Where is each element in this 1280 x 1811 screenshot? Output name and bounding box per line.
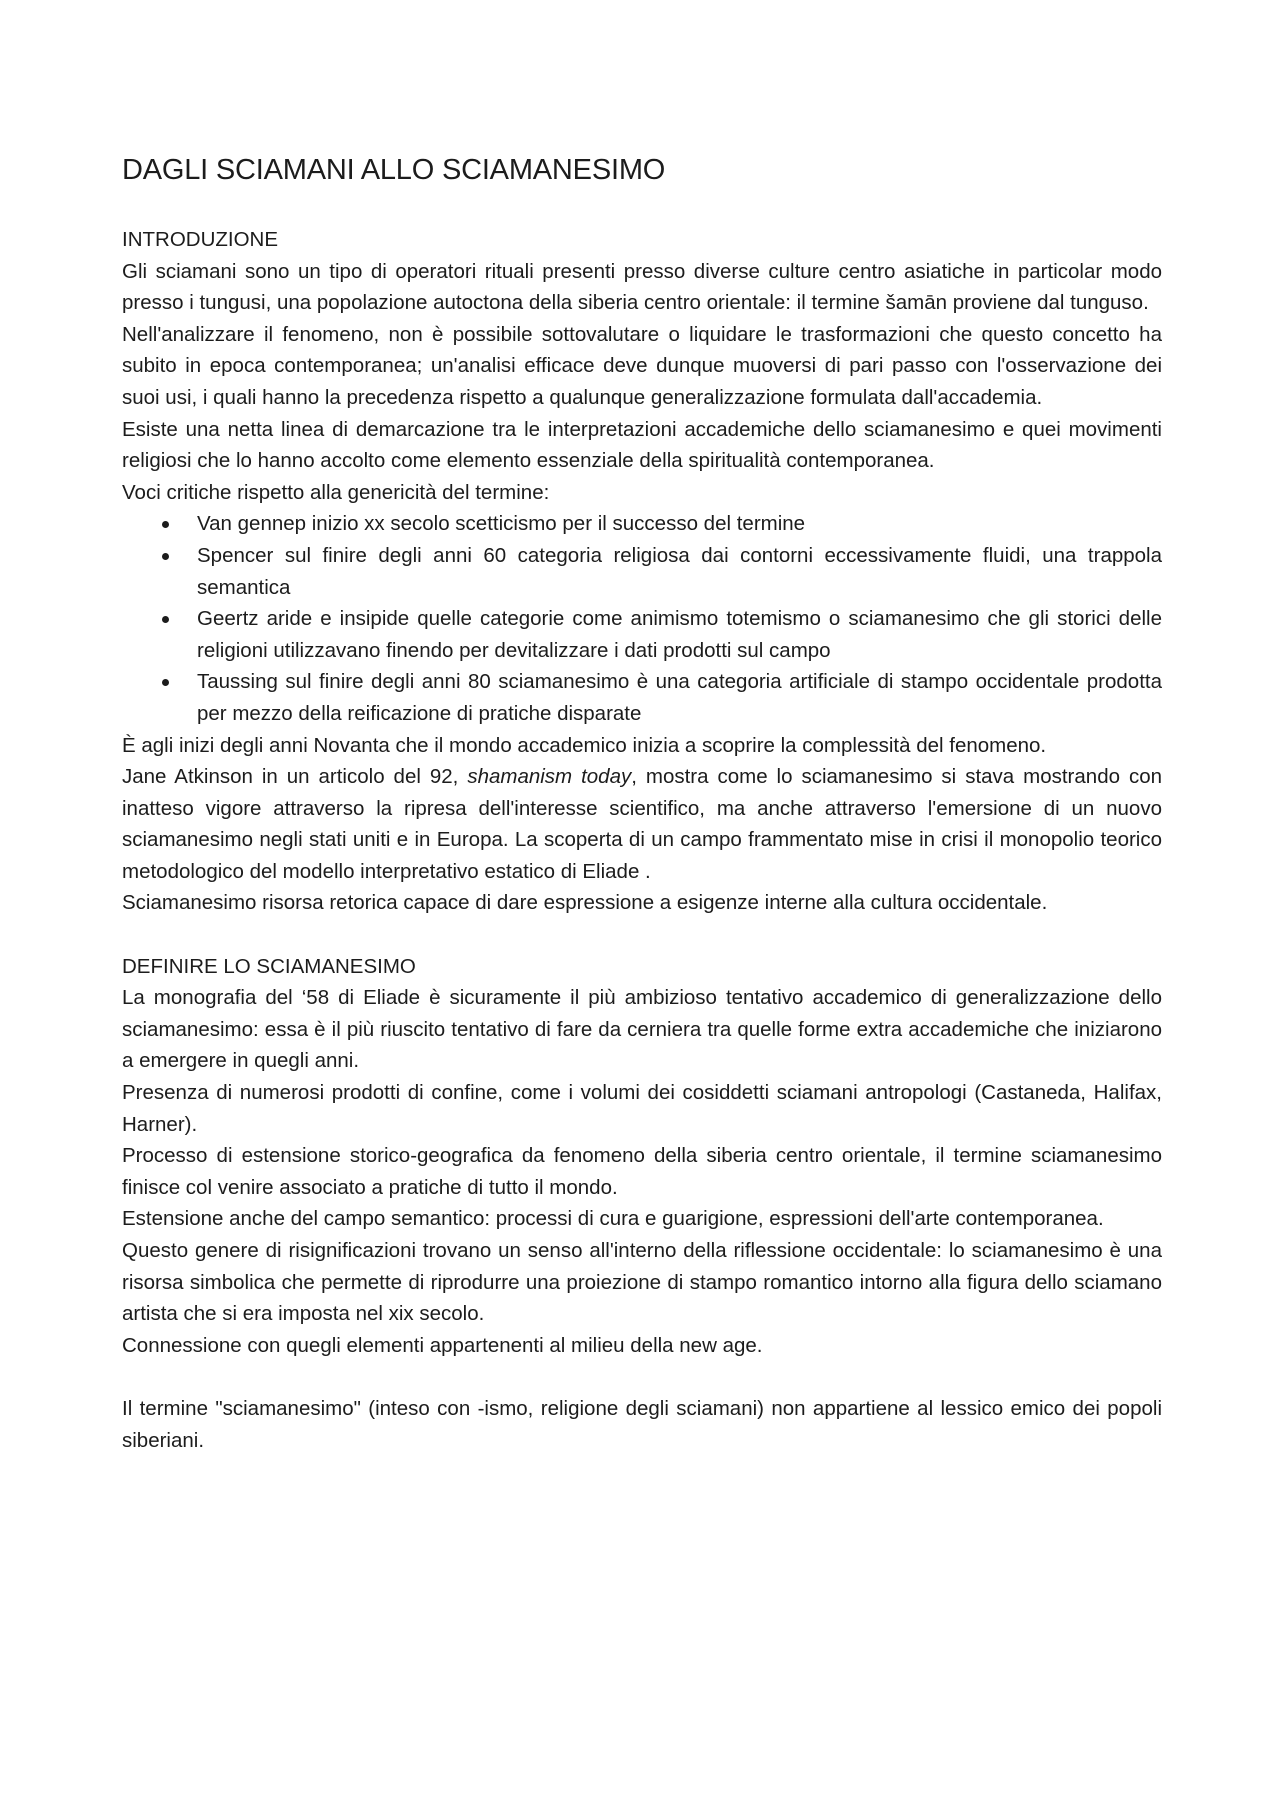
list-item bbox=[197, 540, 1162, 603]
paragraph: Presenza di numerosi prodotti di confine, come i volumi dei cosiddetti sciamani antropologi (Castaneda, Halifax, Harner). bbox=[122, 1081, 1162, 1136]
paragraph: Esiste una netta linea di demarcazione tra le interpretazioni accademiche dello sciamanesimo e quei movimenti religiosi che lo hanno accolto come elemento essenziale della spiritualità contemporanea. bbox=[122, 417, 1162, 473]
bullet-icon bbox=[162, 553, 169, 560]
paragraph-text: Jane Atkinson in un articolo del 92, bbox=[122, 765, 468, 789]
paragraph: Estensione anche del campo semantico: processi di cura e guarigione, espressioni dell'arte contemporanea. bbox=[122, 1207, 1104, 1231]
paragraph: Connessione con quegli elementi appartenenti al milieu della new age. bbox=[122, 1333, 763, 1357]
spacer bbox=[122, 919, 1162, 951]
paragraph: Processo di estensione storico-geografica da fenomeno della siberia centro orientale, il termine sciamanesimo finisce col venire associato a pratiche di tutto il mondo. bbox=[122, 1144, 1162, 1199]
paragraph: Nell'analizzare il fenomeno, non è possibile sottovalutare o liquidare le trasformazioni che questo concetto ha subito in epoca contemporanea; un'analisi efficace deve dunque muoversi di pari passo con l'osservazione dei suoi usi, i quali hanno la precedenza rispetto a qualunque generalizzazione formulata dall'accademia. bbox=[122, 322, 1162, 409]
article-title: shamanism today bbox=[467, 765, 632, 789]
bullet-icon bbox=[162, 521, 169, 528]
bullet-icon bbox=[162, 679, 169, 686]
list-item bbox=[197, 603, 1162, 666]
list-item-text: Van gennep inizio xx secolo scetticismo per il successo del termine bbox=[197, 512, 806, 536]
document-title: DAGLI SCIAMANI ALLO SCIAMANESIMO bbox=[122, 154, 666, 186]
section-introduzione bbox=[122, 224, 1162, 919]
list-item-text: Taussing sul finire degli anni 80 sciamanesimo è una categoria artificiale di stampo occidentale prodotta per mezzo della reificazione di pratiche disparate bbox=[197, 670, 1162, 725]
paragraph: Il termine "sciamanesimo" (inteso con -ismo, religione degli sciamani) non appartiene al lessico emico dei popoli siberiani. bbox=[122, 1396, 1162, 1452]
paragraph: È agli inizi degli anni Novanta che il mondo accademico inizia a scoprire la complessità del fenomeno. bbox=[122, 733, 1047, 757]
paragraph: Voci critiche rispetto alla genericità del termine: bbox=[122, 480, 550, 504]
list-item-text: Geertz aride e insipide quelle categorie come animismo totemismo o sciamanesimo che gli storici delle religioni utilizzavano finendo per devitalizzare i dati prodotti sul campo bbox=[197, 607, 1162, 662]
document-page bbox=[122, 150, 1162, 1456]
list-item bbox=[197, 666, 1162, 729]
paragraph: Questo genere di risignificazioni trovano un senso all'interno della riflessione occidentale: lo sciamanesimo è una risorsa simbolica che permette di riprodurre una proiezione di stampo romantico intorno alla figura dello sciamano artista che si era imposta nel xix secolo. bbox=[122, 1239, 1162, 1326]
paragraph: Sciamanesimo risorsa retorica capace di dare espressione a esigenze interne alla cultura occidentale. bbox=[122, 891, 1048, 915]
critics-list bbox=[122, 508, 1162, 729]
section-definire bbox=[122, 951, 1162, 1457]
paragraph: Gli sciamani sono un tipo di operatori rituali presenti presso diverse culture centro asiatiche in particolar modo presso i tungusi, una popolazione autoctona della siberia centro orientale: il termine šamān proviene dal tunguso. bbox=[122, 259, 1162, 315]
paragraph-text: , mostra come lo sciamanesimo si stava mostrando con inatteso vigore attraverso la ripresa dell'interesse scientifico, ma anche attraverso l'emersione di un nuovo sciamanesimo negli stati uniti e in Europa. La scoperta di un campo frammentato mise in crisi il monopolio teorico metodologico del modello interpretativo estatico di Eliade . bbox=[122, 765, 1162, 883]
list-item bbox=[197, 508, 1162, 540]
list-item-text: Spencer sul finire degli anni 60 categoria religiosa dai contorni eccessivamente fluidi, una trappola semantica bbox=[197, 543, 1162, 599]
paragraph bbox=[122, 761, 1162, 887]
paragraph: La monografia del ‘58 di Eliade è sicuramente il più ambizioso tentativo accademico di generalizzazione dello sciamanesimo: essa è il più riuscito tentativo di fare da cerniera tra quelle forme extra accademiche che iniziarono a emergere in quegli anni. bbox=[122, 986, 1162, 1073]
spacer bbox=[122, 1361, 1162, 1393]
section-heading-introduzione: INTRODUZIONE bbox=[122, 228, 279, 251]
section-heading-definire: DEFINIRE LO SCIAMANESIMO bbox=[122, 954, 416, 978]
bullet-icon bbox=[162, 616, 169, 623]
